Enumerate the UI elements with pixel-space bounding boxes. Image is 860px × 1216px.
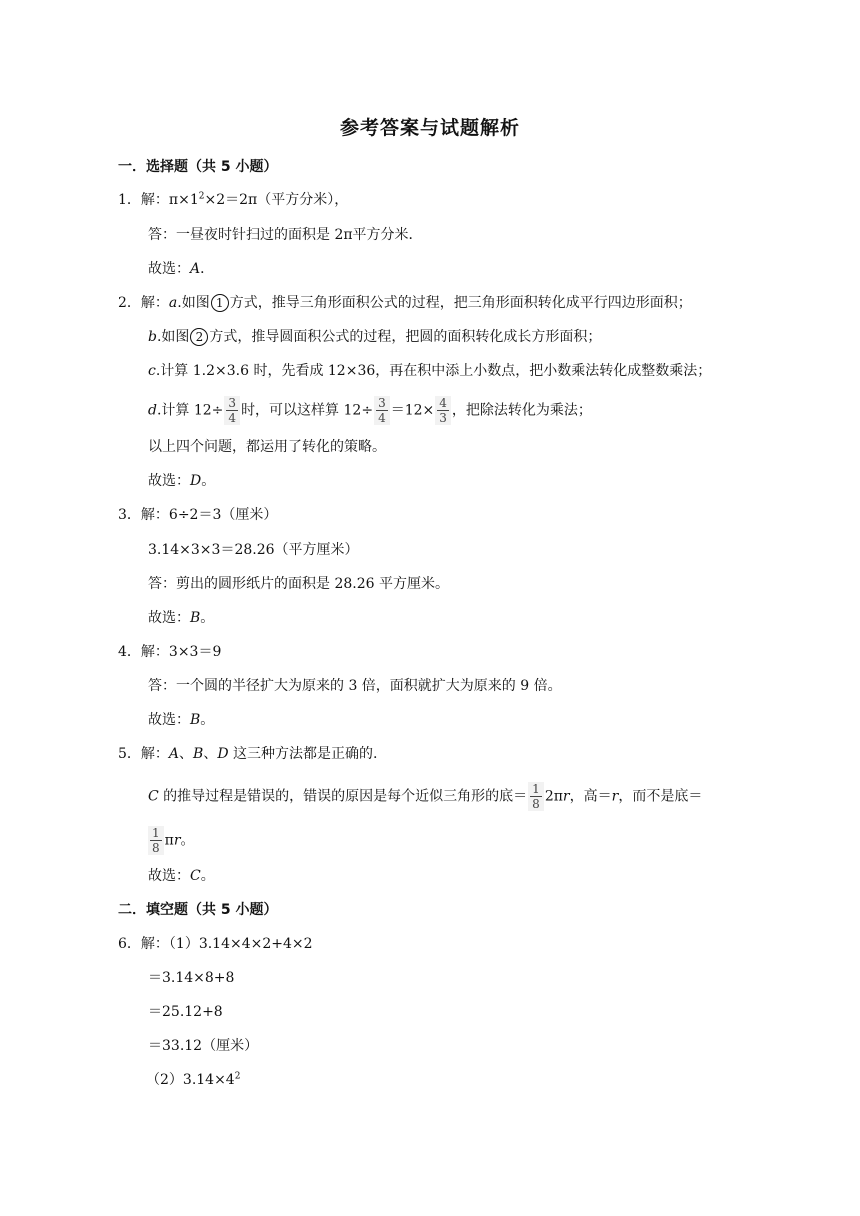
q2-line-d: d.计算 12÷ $\frac{3}{4}$ 时，可以这样算 12÷ $\frac{3}{4}$ ＝12× $\frac{4}{3}$ ，把除法转化为乘法； bbox=[148, 396, 592, 425]
q3-line1: 3．解：6÷2＝3（厘米） bbox=[118, 507, 278, 523]
q3-choice: 故选：B。 bbox=[148, 610, 215, 626]
section-heading-choice: 一．选择题（共 5 小题） bbox=[118, 159, 278, 175]
fraction: $\frac{3}{4}$ bbox=[224, 396, 240, 425]
question-number: 1． bbox=[118, 192, 141, 208]
question-number: 4． bbox=[118, 644, 141, 660]
circled-number-2: 2 bbox=[190, 328, 208, 346]
q6-line1: 6．解：（1）3.14×4×2+4×2 bbox=[118, 936, 313, 952]
q3-line2: 3.14×3×3＝28.26（平方厘米） bbox=[148, 542, 359, 558]
q4-line1: 4．解：3×3＝9 bbox=[118, 644, 222, 660]
section-heading-fill: 二．填空题（共 5 小题） bbox=[118, 902, 278, 918]
question-number: 6． bbox=[118, 936, 141, 952]
q4-answer: 答：一个圆的半径扩大为原来的 3 倍，面积就扩大为原来的 9 倍。 bbox=[148, 678, 562, 694]
q5-line3: $\frac{1}{8}$ πr。 bbox=[147, 826, 195, 855]
fraction: $\frac{4}{3}$ bbox=[435, 396, 451, 425]
question-number: 3． bbox=[118, 507, 141, 523]
page-title: 参考答案与试题解析 bbox=[339, 117, 520, 139]
q2-line-b: b.如图 2 方式，推导圆面积公式的过程，把圆的面积转化成长方形面积； bbox=[148, 329, 602, 345]
q2-line-c: c.计算 1.2×3.6 时，先看成 12×36，再在积中添上小数点，把小数乘法转化成整数乘法； bbox=[148, 363, 712, 379]
q6-line3: ＝25.12+8 bbox=[148, 1004, 223, 1020]
q6-line5: $(2)3.14\times 4^2$ bbox=[146, 1071, 241, 1088]
fraction: $\frac{3}{4}$ bbox=[374, 396, 390, 425]
q2-choice: 故选：D。 bbox=[148, 473, 216, 489]
q4-choice: 故选：B。 bbox=[148, 712, 215, 728]
q5-line1: 5．解：A、B、D 这三种方法都是正确的. bbox=[118, 746, 378, 762]
question-number: 5． bbox=[118, 746, 141, 762]
question-number: 2． bbox=[118, 295, 141, 311]
q3-answer: 答：剪出的圆形纸片的面积是 28.26 平方厘米。 bbox=[148, 576, 449, 592]
q2-line-a: 2．解：a.如图 1 方式，推导三角形面积公式的过程，把三角形面积转化成平行四边形面积； bbox=[118, 295, 692, 311]
q1-choice: 故选：A． bbox=[148, 261, 215, 277]
q6-line2: ＝3.14×8+8 bbox=[148, 970, 235, 986]
q5-choice: 故选：C。 bbox=[148, 868, 215, 884]
q2-summary: 以上四个问题，都运用了转化的策略。 bbox=[148, 439, 386, 455]
q6-line4: ＝33.12（厘米） bbox=[148, 1038, 259, 1054]
fraction: $\frac{1}{8}$ bbox=[528, 782, 544, 811]
circled-number-1: 1 bbox=[211, 294, 229, 312]
q1-line1: 1．解：$\pi\times 1^2\times 2=2\pi$（平方分米）， bbox=[118, 191, 349, 208]
fraction: $\frac{1}{8}$ bbox=[148, 826, 164, 855]
q1-answer: 答：一昼夜时针扫过的面积是 2π平方分米． bbox=[148, 227, 423, 243]
q5-line2: C 的推导过程是错误的，错误的原因是每个近似三角形的底＝ $\frac{1}{8}$ 2πr，高＝r，而不是底＝ bbox=[148, 782, 703, 811]
